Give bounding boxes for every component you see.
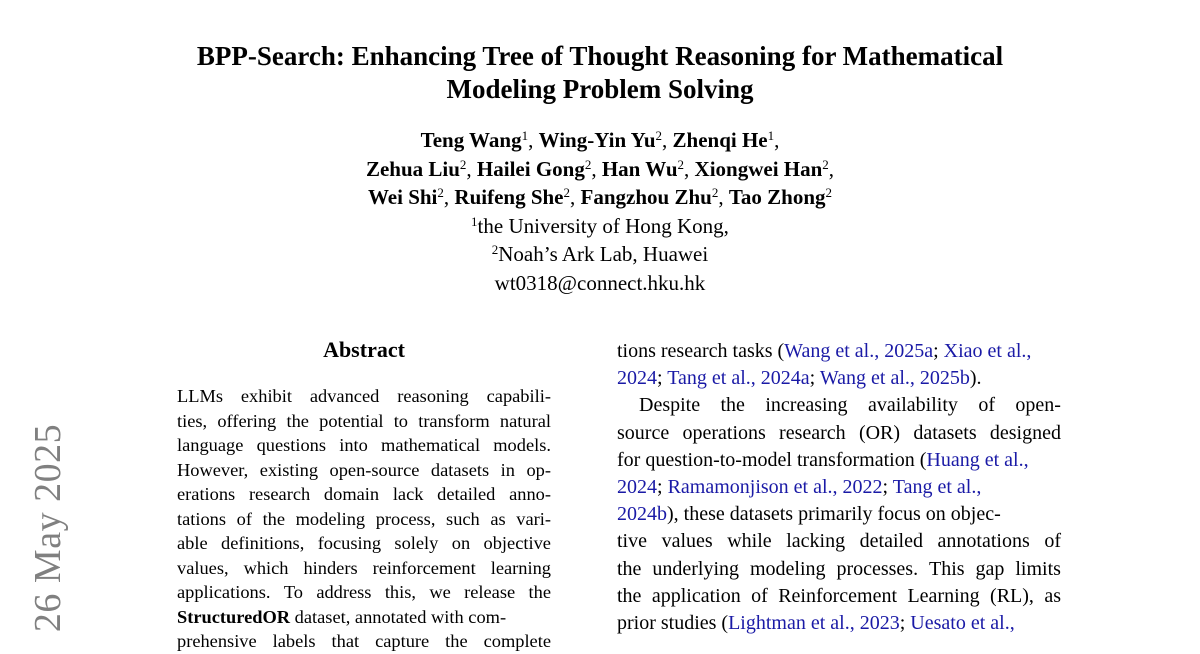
body-line: source operations research (OR) datasets designed <box>617 421 1061 444</box>
intro-column <box>617 338 1061 637</box>
citation-link[interactable]: Tang et al., 2024a <box>667 367 810 390</box>
citation-link[interactable]: Lightman et al., 2023 <box>728 612 900 635</box>
body-text: ; <box>933 340 944 362</box>
abstract-line: erations research domain lack detailed anno- <box>177 484 551 504</box>
body-line <box>617 610 1061 637</box>
author-name: Xiongwei Han <box>694 156 823 181</box>
title-line-1: BPP-Search: Enhancing Tree of Thought Reasoning for Mathematical <box>196 41 1004 71</box>
abstract-line: tations of the modeling process, such as vari- <box>177 508 551 529</box>
abstract-line: However, existing open-source datasets in op- <box>177 459 551 480</box>
author-name: Wei Shi <box>367 185 438 209</box>
affiliation-mark: 2 <box>491 242 499 257</box>
affiliation-mark: 2 <box>584 156 592 172</box>
affiliation-mark: 1 <box>521 128 529 143</box>
abstract-body <box>177 384 551 654</box>
abstract-line: LLMs exhibit advanced reasoning capabili- <box>177 386 551 406</box>
citation-link[interactable]: 2024 <box>617 367 657 390</box>
author-name: Wing-Yin Yu <box>538 128 656 152</box>
arxiv-date-text: 26 May 2025 <box>27 423 69 632</box>
affiliation-mark: 2 <box>822 156 829 172</box>
body-text: ; <box>657 476 668 499</box>
citation-link[interactable]: Huang et al., <box>926 448 1029 471</box>
affiliation-mark: 1 <box>767 128 775 143</box>
affiliation-mark: 2 <box>711 185 719 200</box>
author-name: Zehua Liu <box>365 156 460 181</box>
affiliation-mark: 2 <box>563 185 571 200</box>
paper-title <box>150 40 1050 106</box>
body-text: for question-to-model transformation ( <box>617 448 927 471</box>
body-text: ). <box>969 367 982 390</box>
affiliation-mark: 1 <box>471 213 478 229</box>
affiliation-mark: 2 <box>459 156 467 172</box>
abstract-line: values, which hinders reinforcement learning <box>177 557 551 578</box>
citation-link[interactable]: Uesato et al., <box>910 612 1015 635</box>
body-text: tions research tasks ( <box>617 340 785 362</box>
body-text: ; <box>882 476 893 499</box>
citation-link[interactable]: 2024 <box>617 476 657 499</box>
author-name: Han Wu <box>601 156 678 181</box>
body-line <box>617 338 1061 365</box>
abstract-line: able definitions, focusing solely on objective <box>177 533 551 553</box>
body-text: ), these datasets primarily focus on objec- <box>667 503 1001 526</box>
abstract-line: prehensive labels that capture the complete <box>177 631 551 651</box>
body-line <box>617 474 1061 501</box>
body-text: prior studies ( <box>617 612 729 635</box>
body-text: ; <box>657 367 668 390</box>
abstract-text: dataset, annotated with com- <box>290 606 507 627</box>
affiliation-mark: 2 <box>655 128 663 143</box>
affiliation-mark: 2 <box>677 156 685 172</box>
author-name: Hailei Gong <box>476 156 585 181</box>
title-line-2: Modeling Problem Solving <box>446 74 754 104</box>
affiliation-text: the University of Hong Kong, <box>477 213 729 238</box>
author-block <box>200 126 1000 297</box>
affiliation-text: Noah’s Ark Lab, Huawei <box>498 242 709 266</box>
arxiv-date-stamp <box>18 420 78 635</box>
body-text: ; <box>809 367 820 390</box>
affiliation-1 <box>200 212 1000 241</box>
author-line-1: Teng Wang$^1$, Wing-Yin Yu$^2$, Zhenqi He$^1$, <box>420 128 780 152</box>
citation-link[interactable]: Ramamonjison et al., 2022 <box>667 476 883 499</box>
abstract-line <box>177 605 551 630</box>
author-name: Ruifeng She <box>454 185 564 209</box>
citation-link[interactable]: 2024b <box>617 503 667 526</box>
abstract-line: ties, offering the potential to transform natural <box>177 410 551 431</box>
abstract-line: applications. To address this, we release the <box>177 582 551 602</box>
citation-link[interactable]: Xiao et al., <box>943 340 1032 362</box>
body-line <box>617 365 1061 392</box>
citation-link[interactable]: Tang et al., <box>892 476 982 499</box>
body-text: ; <box>899 612 911 635</box>
author-name: Zhenqi He <box>672 128 768 152</box>
abstract-heading: Abstract <box>323 337 405 362</box>
author-line-2: Zehua Liu$^2$, Hailei Gong$^2$, Han Wu$^2$, Xiongwei Han$^2$, <box>365 156 835 181</box>
affiliation-mark: 2 <box>825 185 833 200</box>
body-line: tive values while lacking detailed annotations of <box>617 530 1061 553</box>
body-line: the underlying modeling processes. This gap limits <box>617 557 1061 580</box>
citation-link[interactable]: Wang et al., 2025a <box>784 340 934 362</box>
contact-email: wt0318@connect.hku.hk <box>494 270 706 295</box>
body-line <box>617 447 1061 474</box>
author-name: Fangzhou Zhu <box>580 185 712 209</box>
body-line: Despite the increasing availability of open- <box>639 394 1061 417</box>
body-line <box>617 501 1061 528</box>
dataset-name: StructuredOR <box>177 606 291 627</box>
affiliation-mark: 2 <box>437 185 444 200</box>
body-line: the application of Reinforcement Learning (RL), as <box>617 584 1061 607</box>
author-name: Tao Zhong <box>728 185 826 209</box>
affiliation-2 <box>200 240 1000 269</box>
citation-link[interactable]: Wang et al., 2025b <box>819 367 970 390</box>
author-line-3: Wei Shi$^2$, Ruifeng She$^2$, Fangzhou Zhu$^2$, Tao Zhong$^2$ <box>367 185 833 209</box>
abstract-line: language questions into mathematical models. <box>177 435 551 455</box>
author-name: Teng Wang <box>420 128 522 152</box>
